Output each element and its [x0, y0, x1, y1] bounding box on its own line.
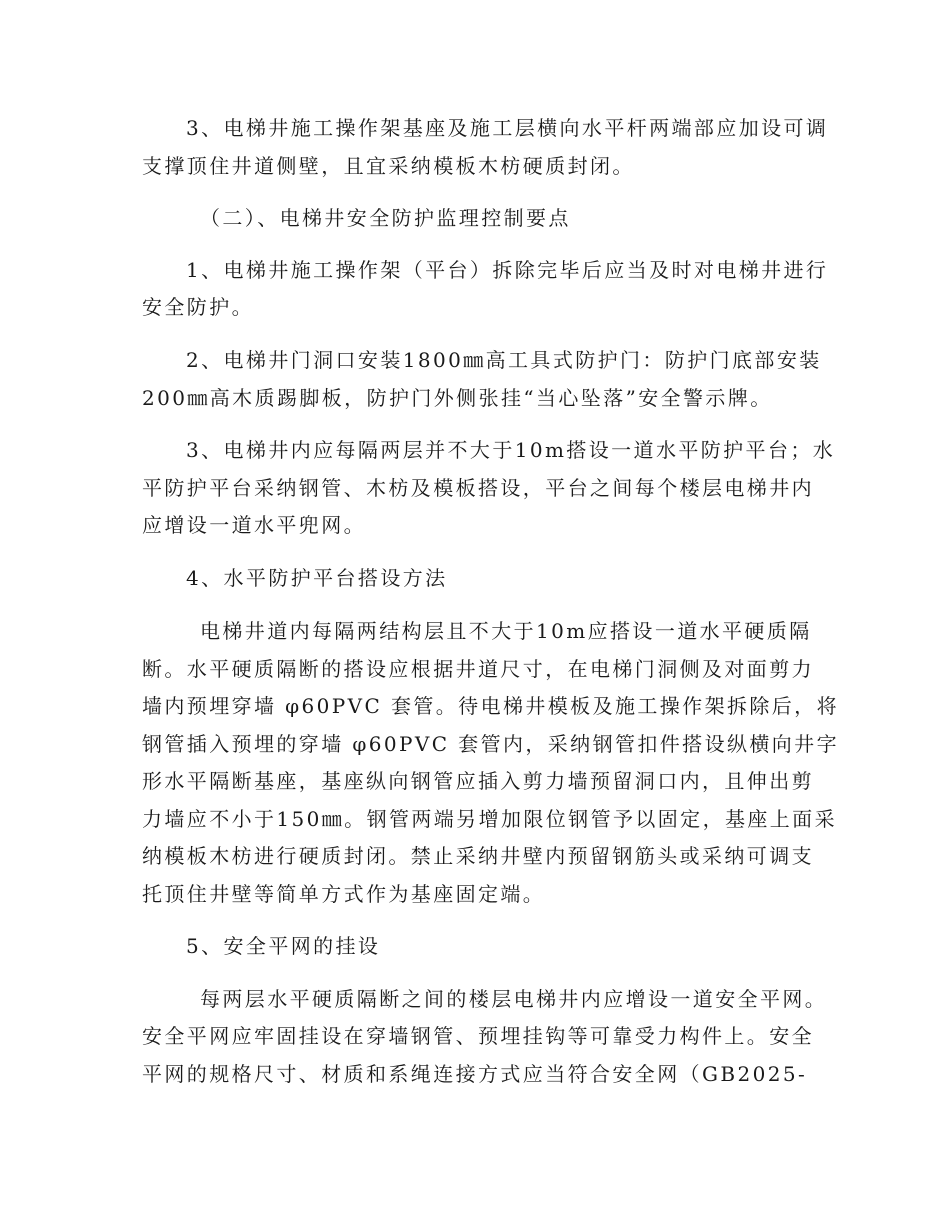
paragraph-6-line-8: 托顶住井壁等简单方式作为基座固定端。: [142, 882, 546, 906]
paragraph-1-line-2: 支撑顶住井道侧壁，且宜采纳模板木枋硬质封闭。: [142, 154, 635, 178]
paragraph-2-line-2: 安全防护。: [142, 295, 254, 319]
paragraph-6-line-7: 纳模板木枋进行硬质封闭。禁止采纳井壁内预留钢筋头或采纳可调支: [142, 844, 814, 868]
paragraph-7-subheading: 5、安全平网的挂设: [186, 934, 381, 958]
paragraph-6-line-5: 形水平隔断基座，基座纵向钢管应插入剪力墙预留洞口内，且伸出剪: [142, 769, 814, 793]
paragraph-8-line-3: 平网的规格尺寸、材质和系绳连接方式应当符合安全网（GB2025-: [142, 1062, 808, 1086]
paragraph-6-line-6: 力墙应不小于150㎜。钢管两端另增加限位钢管予以固定，基座上面采: [142, 807, 837, 831]
paragraph-3-line-2: 200㎜高木质踢脚板，防护门外侧张挂“当心坠落”安全警示牌。: [142, 386, 773, 410]
section-heading: （二）、电梯井安全防护监理控制要点: [200, 206, 571, 230]
paragraph-8-line-1: 每两层水平硬质隔断之间的楼层电梯井内应增设一道安全平网。: [200, 987, 828, 1011]
paragraph-8-line-2: 安全平网应牢固挂设在穿墙钢管、预埋挂钩等可靠受力构件上。安全: [142, 1024, 814, 1048]
paragraph-6-line-4: 钢管插入预埋的穿墙 φ60PVC 套管内，采纳钢管扣件搭设纵横向井字: [142, 732, 839, 756]
paragraph-6-line-1: 电梯井道内每隔两结构层且不大于10m应搭设一道水平硬质隔: [200, 619, 812, 643]
paragraph-1-line-1: 3、电梯井施工操作架基座及施工层横向水平杆两端部应加设可调: [186, 116, 829, 140]
paragraph-6-line-3: 墙内预埋穿墙 φ60PVC 套管。待电梯井模板及施工操作架拆除后，将: [142, 694, 839, 718]
paragraph-6-line-2: 断。水平硬质隔断的搭设应根据井道尺寸，在电梯门洞侧及对面剪力: [142, 657, 814, 681]
paragraph-4-line-2: 平防护平台采纳钢管、木枋及模板搭设，平台之间每个楼层电梯井内: [142, 476, 814, 500]
paragraph-5-subheading: 4、水平防护平台搭设方法: [186, 566, 448, 590]
paragraph-4-line-1: 3、电梯井内应每隔两层并不大于10m搭设一道水平防护平台；水: [186, 438, 836, 462]
paragraph-3-line-1: 2、电梯井门洞口安装1800㎜高工具式防护门：防护门底部安装: [186, 348, 822, 372]
paragraph-4-line-3: 应增设一道水平兜网。: [142, 513, 366, 537]
paragraph-2-line-1: 1、电梯井施工操作架（平台）拆除完毕后应当及时对电梯井进行: [186, 258, 829, 282]
